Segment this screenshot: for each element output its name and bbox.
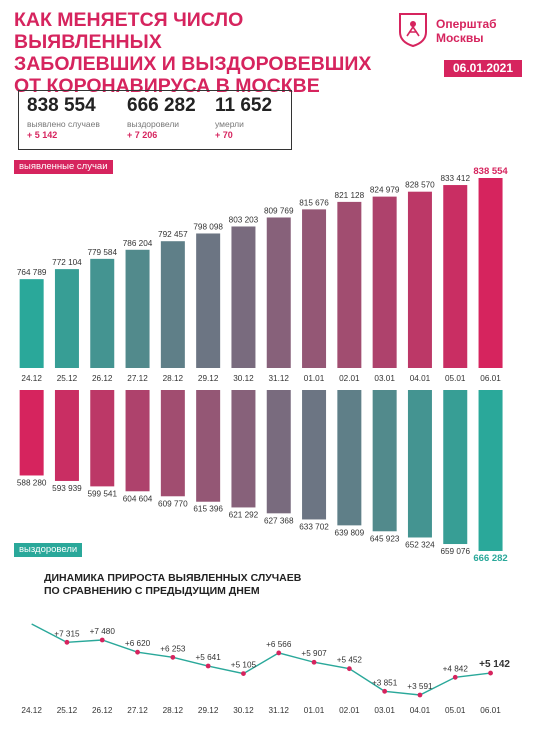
- logo-text-line-1: Оперштаб: [436, 17, 497, 31]
- cases-value-label: 779 584: [87, 247, 118, 257]
- recovered-value-label: 599 541: [87, 489, 118, 499]
- cases-value-label: 824 979: [369, 185, 400, 195]
- cases-bar: [443, 185, 467, 368]
- recovered-value-label: 593 939: [52, 483, 82, 493]
- category-tick-label: 30.12: [233, 374, 254, 383]
- cases-value-label: 772 104: [52, 258, 82, 268]
- dynamics-tick-label: 02.01: [339, 706, 360, 715]
- dynamics-value-label: +5 105: [230, 660, 257, 670]
- recovered-value-label: 621 292: [228, 510, 259, 520]
- dynamics-point: [170, 655, 175, 660]
- cases-value-label: 764 789: [16, 268, 47, 278]
- category-tick-label: 06.01: [480, 374, 501, 383]
- dynamics-tick-label: 04.01: [409, 706, 431, 715]
- recovered-tag: выздоровели: [14, 543, 82, 557]
- stat-value: 838 554: [27, 95, 96, 116]
- recovered-value-label: 633 702: [299, 522, 329, 532]
- cases-bar: [126, 250, 150, 368]
- dynamics-value-label: +5 452: [336, 655, 362, 665]
- dynamics-value-label: +7 480: [89, 627, 115, 636]
- cases-bar: [20, 279, 44, 368]
- dynamics-title-line-1: ДИНАМИКА ПРИРОСТА ВЫЯВЛЕННЫХ СЛУЧАЕВ: [44, 572, 302, 584]
- cases-bar: [161, 241, 185, 368]
- dynamics-value-label: +3 591: [407, 682, 433, 691]
- dynamics-value-label: +6 620: [124, 639, 151, 649]
- category-tick-label: 26.12: [92, 374, 113, 383]
- cases-value-label: 815 676: [299, 198, 329, 208]
- cases-tag: выявленные случаи: [14, 160, 113, 174]
- category-tick-label: 24.12: [21, 374, 42, 383]
- stat-delta: + 7 206: [127, 130, 158, 140]
- cases-bar: [267, 217, 291, 368]
- dynamics-point: [65, 640, 70, 645]
- dynamics-tick-label: 05.01: [445, 706, 466, 715]
- cases-value-label: 833 412: [440, 174, 471, 184]
- recovered-value-label: 666 282: [473, 553, 508, 564]
- dynamics-value-label: +3 851: [372, 678, 398, 688]
- dynamics-tick-label: 29.12: [197, 706, 219, 715]
- dynamics-tick-label: 25.12: [56, 706, 78, 715]
- cases-bar: [408, 192, 432, 368]
- recovered-bar: [302, 390, 326, 519]
- category-tick-label: 31.12: [268, 374, 289, 383]
- dynamics-point: [100, 638, 105, 643]
- dynamics-point: [135, 650, 140, 655]
- cases-bar: [90, 259, 114, 368]
- category-tick-label: 27.12: [127, 374, 148, 383]
- recovered-value-label: 652 324: [405, 540, 435, 550]
- recovered-bar: [231, 390, 255, 507]
- category-tick-label: 04.01: [409, 374, 431, 383]
- recovered-value-label: 627 368: [263, 516, 294, 526]
- recovered-bar: [267, 390, 291, 513]
- cases-bar: [196, 233, 220, 368]
- recovered-value-label: 615 396: [193, 504, 223, 514]
- dynamics-point: [241, 671, 246, 676]
- stat-label: выявлено случаев: [27, 119, 100, 129]
- recovered-bar: [479, 390, 503, 551]
- category-tick-label: 05.01: [445, 374, 466, 383]
- dynamics-value-label: +6 566: [266, 639, 292, 649]
- dynamics-point: [312, 660, 317, 665]
- dynamics-point: [206, 664, 211, 669]
- cases-value-label: 792 457: [158, 230, 188, 240]
- dynamics-tick-label: 24.12: [21, 706, 42, 715]
- cases-value-label: 838 554: [473, 166, 508, 177]
- cases-value-label: 786 204: [122, 238, 153, 248]
- category-tick-label: 29.12: [197, 374, 219, 383]
- cases-value-label: 809 769: [263, 206, 294, 216]
- cases-bar: [231, 226, 255, 368]
- dynamics-point: [418, 693, 423, 698]
- title-line-3: ОТ КОРОНАВИРУСА В МОСКВЕ: [14, 75, 320, 97]
- dynamics-point: [347, 666, 352, 671]
- dynamics-tick-label: 27.12: [127, 706, 148, 715]
- recovered-value-label: 588 280: [16, 478, 47, 488]
- title-line-2: ЗАБОЛЕВШИХ И ВЫЗДОРОВЕВШИХ: [14, 53, 372, 75]
- cases-bar: [373, 197, 397, 368]
- recovered-bar: [408, 390, 432, 537]
- category-tick-label: 01.01: [303, 374, 325, 383]
- cases-value-label: 828 570: [405, 180, 435, 190]
- dynamics-value-label: +5 641: [195, 653, 221, 663]
- logo-text-line-2: Москвы: [436, 31, 484, 45]
- dynamics-tick-label: 30.12: [233, 706, 254, 715]
- recovered-bar: [90, 390, 114, 486]
- dynamics-title-line-2: ПО СРАВНЕНИЮ С ПРЕДЫДУЩИМ ДНЕМ: [44, 585, 260, 597]
- dynamics-value-label: +7 315: [54, 629, 80, 639]
- dynamics-point: [488, 671, 493, 676]
- recovered-bar: [126, 390, 150, 491]
- dynamics-tick-label: 26.12: [92, 706, 113, 715]
- title-line-1: КАК МЕНЯЕТСЯ ЧИСЛО ВЫЯВЛЕННЫХ: [14, 9, 244, 53]
- dynamics-value-label: +6 253: [160, 644, 186, 654]
- category-tick-label: 02.01: [339, 374, 360, 383]
- category-tick-label: 28.12: [162, 374, 184, 383]
- stat-delta: + 5 142: [27, 130, 58, 140]
- dynamics-value-label: +5 142: [479, 659, 510, 671]
- cases-bar: [337, 202, 361, 368]
- recovered-value-label: 645 923: [369, 534, 400, 544]
- stat-value: 11 652: [215, 95, 273, 116]
- cases-value-label: 803 203: [228, 215, 259, 225]
- recovered-bar: [161, 390, 185, 496]
- dynamics-tick-label: 31.12: [268, 706, 289, 715]
- recovered-bar: [373, 390, 397, 531]
- dynamics-tick-label: 03.01: [374, 706, 395, 715]
- cases-value-label: 821 128: [334, 190, 365, 200]
- recovered-value-label: 609 770: [158, 499, 188, 509]
- dynamics-point: [276, 651, 281, 656]
- cases-bar: [302, 209, 326, 368]
- recovered-bar: [55, 390, 79, 481]
- dynamics-point: [382, 689, 387, 694]
- dynamics-tick-label: 28.12: [162, 706, 184, 715]
- stat-value: 666 282: [127, 95, 196, 116]
- category-tick-label: 03.01: [374, 374, 395, 383]
- recovered-bar: [20, 390, 44, 475]
- date-badge: 06.01.2021: [444, 60, 522, 77]
- dynamics-tick-label: 01.01: [303, 706, 325, 715]
- recovered-value-label: 639 809: [334, 528, 365, 538]
- recovered-value-label: 604 604: [122, 494, 153, 504]
- stat-label: умерли: [215, 119, 244, 129]
- recovered-value-label: 659 076: [440, 547, 471, 557]
- recovered-bar: [443, 390, 467, 544]
- recovered-bar: [337, 390, 361, 525]
- dynamics-tick-label: 06.01: [480, 706, 501, 715]
- recovered-bar: [196, 390, 220, 502]
- stat-delta: + 70: [215, 130, 233, 140]
- dynamics-value-label: +5 907: [301, 649, 327, 659]
- dynamics-point: [453, 675, 458, 680]
- dynamics-value-label: +4 842: [442, 664, 468, 674]
- cases-bar: [479, 178, 503, 368]
- cases-value-label: 798 098: [193, 222, 223, 232]
- cases-bar: [55, 269, 79, 368]
- category-tick-label: 25.12: [56, 374, 78, 383]
- stat-label: выздоровели: [127, 119, 180, 129]
